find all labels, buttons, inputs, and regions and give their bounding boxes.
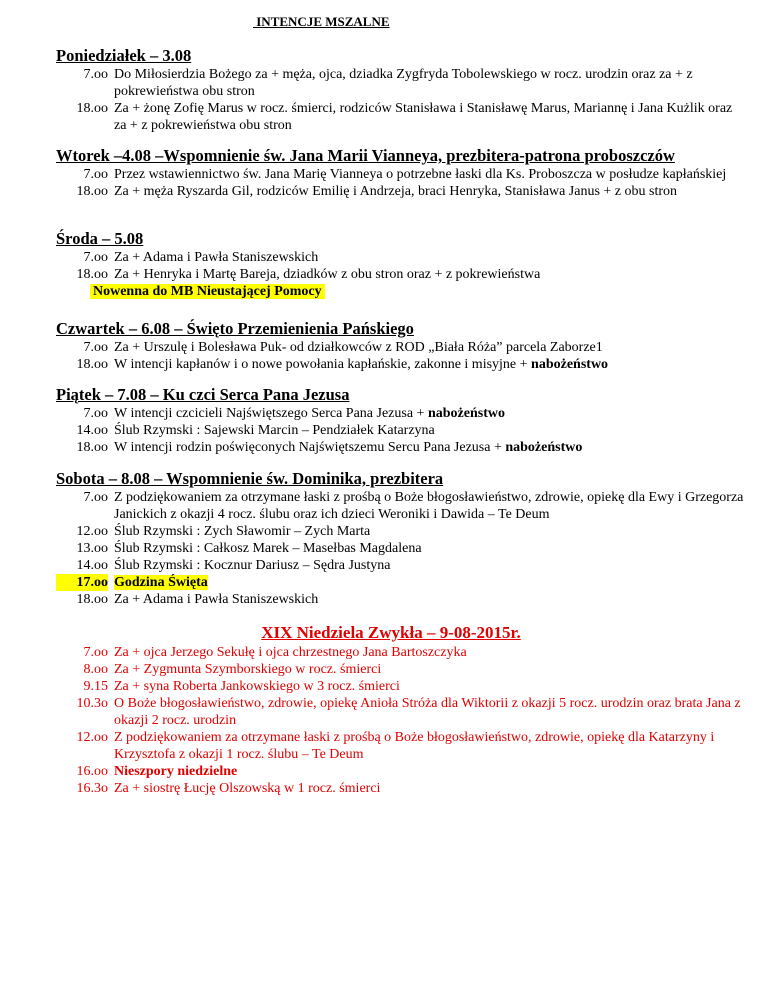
day-section-wednesday xyxy=(56,229,746,300)
mass-entry xyxy=(56,339,746,356)
day-section-monday xyxy=(56,46,746,134)
mass-time: 7.oo xyxy=(83,340,108,355)
mass-intention: Za + Henryka i Martę Bareja, dziadków z obu stron oraz + z pokrewieństwa xyxy=(114,267,541,282)
mass-intention: Ślub Rzymski : Zych Sławomir – Zych Marta xyxy=(114,524,371,539)
mass-entry xyxy=(56,763,746,780)
mass-entry xyxy=(56,557,746,574)
mass-intention: Za + męża Ryszarda Gil, rodziców Emilię i Andrzeja, braci Henryka, Stanisława Janus + z obu stron xyxy=(114,184,678,199)
mass-entry xyxy=(56,166,746,183)
mass-entry xyxy=(56,405,746,422)
mass-time: 7.oo xyxy=(83,406,108,421)
mass-time: 7.oo xyxy=(83,490,108,505)
mass-entry xyxy=(56,644,746,661)
mass-entry xyxy=(56,249,746,266)
intention-text: W intencji rodzin poświęconych Najświętszemu Sercu Pana Jezusa + xyxy=(114,440,502,455)
mass-intention: Za + żonę Zofię Marus w rocz. śmierci, rodziców Stanisława i Stanisławę Marus, Mariannę i Jana Kużlik oraz za + z pokrewieństwa obu stron xyxy=(114,101,733,133)
mass-time: 7.oo xyxy=(83,250,108,265)
mass-entry xyxy=(56,66,746,100)
day-heading: Czwartek – 6.08 – Święto Przemienienia Pańskiego xyxy=(56,319,414,338)
vespers-label: Nieszpory niedzielne xyxy=(114,764,238,779)
mass-intention: O Boże błogosławieństwo, zdrowie, opiekę Anioła Stróża dla Wiktorii z okazji 5 rocz. urodzin oraz brata Jana z okazji 2 rocz. urodzin xyxy=(114,696,741,728)
mass-time: 18.oo xyxy=(76,267,108,282)
mass-intention: Za + siostrę Łucję Olszowską w 1 rocz. śmierci xyxy=(114,781,381,796)
intention-text: W intencji kapłanów i o nowe powołania kapłańskie, zakonne i misyjne + xyxy=(114,357,528,372)
mass-entry xyxy=(56,422,746,439)
mass-time: 8.oo xyxy=(83,662,108,677)
mass-intention: Ślub Rzymski : Kocznur Dariusz – Sędra Justyna xyxy=(114,558,391,573)
mass-intention xyxy=(108,356,746,373)
mass-time: 18.oo xyxy=(76,592,108,607)
devotion-note xyxy=(56,283,746,300)
day-heading: Środa – 5.08 xyxy=(56,229,144,248)
mass-entry xyxy=(56,266,746,283)
mass-entry xyxy=(56,678,746,695)
day-section-sunday xyxy=(56,622,746,797)
mass-entry xyxy=(56,695,746,729)
mass-intention: Za + Zygmunta Szymborskiego w rocz. śmierci xyxy=(114,662,382,677)
mass-intention: Za + ojca Jerzego Sekułę i ojca chrzestnego Jana Bartoszczyka xyxy=(114,645,467,660)
holy-hour-highlight: Godzina Święta xyxy=(114,575,208,590)
mass-entry-highlighted xyxy=(56,574,746,591)
novena-highlight: Nowenna do MB Nieustającej Pomocy xyxy=(90,284,325,299)
mass-intention: Do Miłosierdzia Bożego za + męża, ojca, dziadka Zygfryda Tobolewskiego w rocz. urodzin oraz za + z pokrewieństwa obu stron xyxy=(114,67,693,99)
mass-intention xyxy=(108,439,746,456)
mass-entry xyxy=(56,183,746,200)
sunday-heading: XIX Niedziela Zwykła – 9-08-2015r. xyxy=(261,623,521,642)
day-section-saturday xyxy=(56,469,746,608)
devotion-label: nabożeństwo xyxy=(427,406,505,421)
mass-time: 12.oo xyxy=(76,730,108,745)
mass-time: 18.oo xyxy=(76,101,108,116)
day-heading: Piątek – 7.08 – Ku czci Serca Pana Jezusa xyxy=(56,385,350,404)
mass-time: 18.oo xyxy=(76,440,108,455)
mass-intention xyxy=(108,574,746,591)
mass-entry xyxy=(56,591,746,608)
day-section-friday xyxy=(56,385,746,456)
mass-time: 14.oo xyxy=(76,423,108,438)
mass-time: 10.3o xyxy=(76,696,108,711)
mass-time: 13.oo xyxy=(76,541,108,556)
mass-entry xyxy=(56,100,746,134)
mass-entry xyxy=(56,540,746,557)
mass-time: 14.oo xyxy=(76,558,108,573)
mass-intention: Ślub Rzymski : Sajewski Marcin – Pendziałek Katarzyna xyxy=(114,423,435,438)
mass-time: 9.15 xyxy=(83,679,108,694)
intention-text: W intencji czcicieli Najświętszego Serca Pana Jezusa + xyxy=(114,406,425,421)
mass-entry xyxy=(56,489,746,523)
mass-intention: Za + syna Roberta Jankowskiego w 3 rocz. śmierci xyxy=(114,679,400,694)
mass-time: 17.oo xyxy=(56,574,108,591)
mass-intention: Za + Adama i Pawła Staniszewskich xyxy=(114,250,319,265)
mass-time: 7.oo xyxy=(83,167,108,182)
mass-time: 18.oo xyxy=(76,357,108,372)
mass-time: 12.oo xyxy=(76,524,108,539)
mass-intention: Ślub Rzymski : Całkosz Marek – Masełbas Magdalena xyxy=(114,541,422,556)
document-title: INTENCJE MSZALNE xyxy=(253,14,390,29)
mass-intention: Z podziękowaniem za otrzymane łaski z prośbą o Boże błogosławieństwo, zdrowie, opiekę dla Ewy i Grzegorza Janickich z okazji 4 rocz. ślubu oraz ich dzieci Weroniki i Dawida – Te Deum xyxy=(114,490,744,522)
devotion-label: nabożeństwo xyxy=(505,440,583,455)
mass-time: 7.oo xyxy=(83,645,108,660)
mass-entry xyxy=(56,523,746,540)
mass-entry xyxy=(56,729,746,763)
day-heading: Poniedziałek – 3.08 xyxy=(56,46,192,65)
mass-entry xyxy=(56,439,746,456)
mass-intention: Z podziękowaniem za otrzymane łaski z prośbą o Boże błogosławieństwo, zdrowie, opiekę dla Katarzyny i Krzysztofa z okazji 1 rocz. ślubu – Te Deum xyxy=(114,730,715,762)
mass-entry xyxy=(56,356,746,373)
mass-entry xyxy=(56,780,746,797)
mass-time: 18.oo xyxy=(76,184,108,199)
mass-time: 16.3o xyxy=(76,781,108,796)
mass-intention xyxy=(108,405,746,422)
day-section-thursday xyxy=(56,319,746,373)
mass-entry xyxy=(56,661,746,678)
mass-intention: Za + Urszulę i Bolesława Puk- od działkowców z ROD „Biała Róża” parcela Zaborze1 xyxy=(114,340,603,355)
day-heading: Sobota – 8.08 – Wspomnienie św. Dominika, prezbitera xyxy=(56,469,444,488)
mass-time: 16.oo xyxy=(76,764,108,779)
day-heading: Wtorek –4.08 –Wspomnienie św. Jana Marii Vianneya, prezbitera-patrona proboszczów xyxy=(56,146,675,165)
day-section-tuesday xyxy=(56,146,746,200)
devotion-label: nabożeństwo xyxy=(531,357,609,372)
mass-time: 7.oo xyxy=(83,67,108,82)
mass-intention: Za + Adama i Pawła Staniszewskich xyxy=(114,592,319,607)
mass-intention: Przez wstawiennictwo św. Jana Marię Vianneya o potrzebne łaski dla Ks. Proboszcza w posłudze kapłańskiej xyxy=(114,167,727,182)
